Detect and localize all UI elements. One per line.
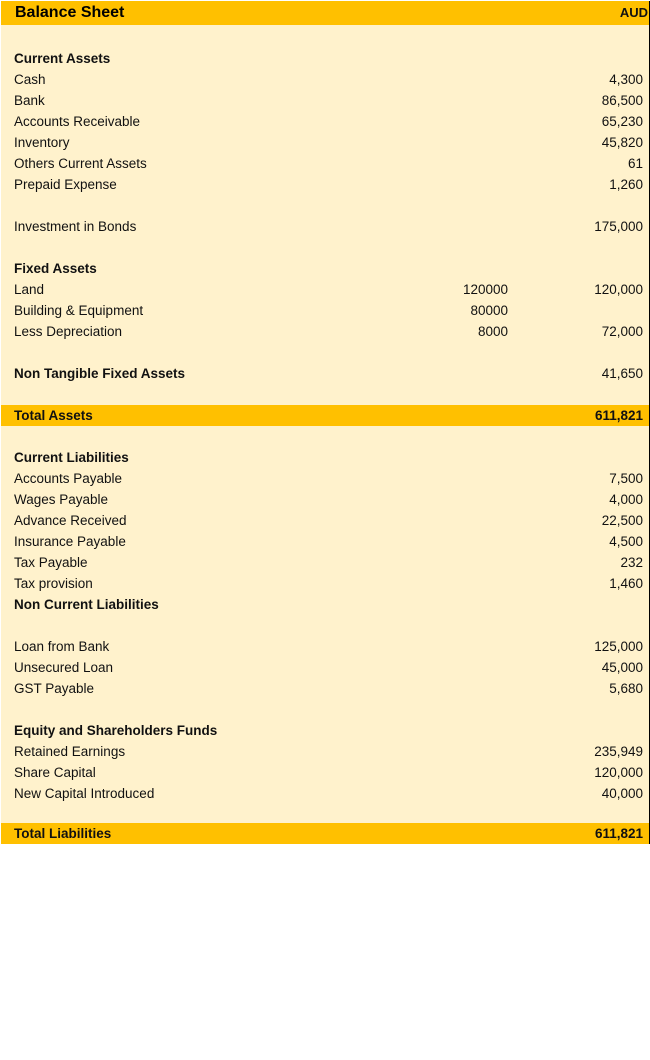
row-amount: 45,820 [601, 135, 643, 150]
equity-heading: Equity and Shareholders Funds [14, 723, 218, 738]
row-label: Cash [14, 72, 46, 87]
sheet-title: Balance Sheet [15, 4, 125, 21]
row-amount: 7,500 [609, 471, 643, 486]
row-label: Wages Payable [14, 492, 109, 507]
row-amount: 86,500 [601, 93, 643, 108]
row-amount: 120,000 [594, 765, 643, 780]
section-heading-row [1, 720, 649, 741]
non-current-liabilities-heading: Non Current Liabilities [14, 597, 159, 612]
row-amount: 45,000 [601, 660, 643, 675]
row-label: Retained Earnings [14, 744, 126, 759]
table-row [1, 531, 649, 552]
table-row [1, 762, 649, 783]
fixed-assets-heading: Fixed Assets [14, 261, 97, 276]
table-row [1, 153, 649, 174]
row-label: Building & Equipment [14, 303, 144, 318]
row-label: Tax provision [14, 576, 93, 591]
row-amount: 65,230 [601, 114, 643, 129]
total-liabilities-amount: 611,821 [594, 826, 643, 841]
row-amount: 4,300 [609, 72, 643, 87]
table-row [1, 363, 649, 384]
current-assets-heading: Current Assets [14, 51, 111, 66]
row-amount: 4,000 [609, 492, 643, 507]
row-label: Less Depreciation [14, 324, 123, 339]
table-row [1, 321, 649, 342]
table-row [1, 510, 649, 531]
table-row [1, 279, 649, 300]
row-amount: 72,000 [601, 324, 643, 339]
row-amount: 235,949 [594, 744, 643, 759]
table-row [1, 657, 649, 678]
row-label: Bank [14, 93, 45, 108]
row-amount: 40,000 [601, 786, 643, 801]
row-label: Investment in Bonds [14, 219, 137, 234]
row-label: Prepaid Expense [14, 177, 117, 192]
row-amount: 4,500 [609, 534, 643, 549]
table-row [1, 111, 649, 132]
section-heading-row [1, 258, 649, 279]
row-label: Insurance Payable [14, 534, 126, 549]
row-amount: 5,680 [609, 681, 643, 696]
row-amount: 232 [620, 555, 643, 570]
total-assets-label: Total Assets [14, 408, 93, 423]
section-heading-row [1, 447, 649, 468]
total-liabilities-row [1, 823, 649, 844]
table-row [1, 90, 649, 111]
total-liabilities-label: Total Liabilities [14, 826, 112, 841]
row-amount: 22,500 [601, 513, 643, 528]
row-label: Loan from Bank [14, 639, 110, 654]
table-row [1, 636, 649, 657]
table-row [1, 468, 649, 489]
table-row [1, 216, 649, 237]
table-row [1, 783, 649, 804]
table-row [1, 678, 649, 699]
row-label: Share Capital [14, 765, 96, 780]
row-label: GST Payable [14, 681, 95, 696]
row-amount: 1,260 [609, 177, 643, 192]
table-row [1, 69, 649, 90]
row-amount: 120,000 [594, 282, 643, 297]
current-liabilities-heading: Current Liabilities [14, 450, 129, 465]
row-amount: 61 [627, 156, 643, 171]
table-row [1, 552, 649, 573]
row-label: Inventory [14, 135, 70, 150]
table-row [1, 132, 649, 153]
row-label: Unsecured Loan [14, 660, 114, 675]
row-sub-amount: 8000 [477, 324, 508, 339]
row-label: Non Tangible Fixed Assets [14, 366, 186, 381]
table-row [1, 573, 649, 594]
table-row [1, 489, 649, 510]
row-label: Accounts Payable [14, 471, 123, 486]
row-label: Advance Received [14, 513, 127, 528]
section-heading-row [1, 594, 649, 615]
row-label: Land [14, 282, 45, 297]
row-sub-amount: 120000 [462, 282, 508, 297]
row-label: Accounts Receivable [14, 114, 141, 129]
row-amount: 1,460 [609, 576, 643, 591]
total-assets-amount: 611,821 [594, 408, 643, 423]
row-amount: 175,000 [594, 219, 643, 234]
table-row [1, 741, 649, 762]
header-row [1, 1, 649, 25]
row-label: Tax Payable [14, 555, 88, 570]
row-label: Others Current Assets [14, 156, 147, 171]
balance-sheet-table [1, 1, 650, 844]
currency-label: AUD [619, 5, 648, 20]
row-label: New Capital Introduced [14, 786, 155, 801]
table-row [1, 300, 649, 321]
total-assets-row [1, 405, 649, 426]
table-row [1, 174, 649, 195]
section-heading-row [1, 48, 649, 69]
row-amount: 41,650 [601, 366, 643, 381]
row-sub-amount: 80000 [470, 303, 508, 318]
row-amount: 125,000 [594, 639, 643, 654]
